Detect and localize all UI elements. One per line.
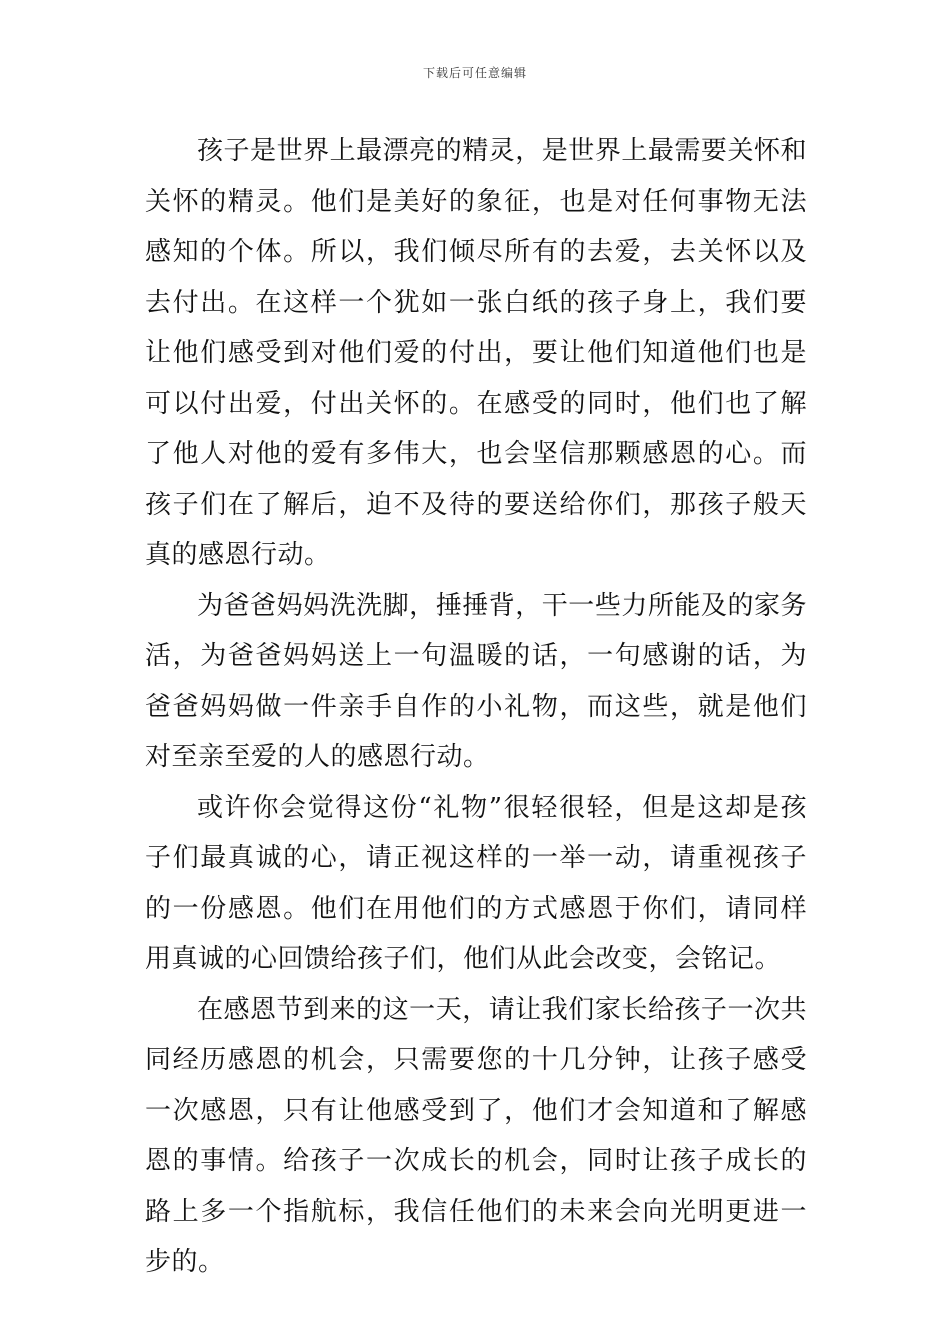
paragraph-1: 孩子是世界上最漂亮的精灵，是世界上最需要关怀和关怀的精灵。他们是美好的象征，也是对任何事物无法感知的个体。所以，我们倾尽所有的去爱，去关怀以及去付出。在这样一个犹如一张白纸的孩子身上，我们要让他们感受到对他们爱的付出，要让他们知道他们也是可以付出爱，付出关怀的。在感受的同时，他们也了解了他人对他的爱有多伟大，也会坚信那颗感恩的心。而孩子们在了解后，迫不及待的要送给你们，那孩子般天真的感恩行动。 <box>145 136 807 570</box>
document-body <box>145 126 807 1288</box>
paragraph-2: 为爸爸妈妈洗洗脚，捶捶背，干一些力所能及的家务活，为爸爸妈妈送上一句温暖的话，一句感谢的话，为爸爸妈妈做一件亲手自作的小礼物，而这些，就是他们对至亲至爱的人的感恩行动。 <box>145 590 807 772</box>
header-note: 下载后可任意编辑 <box>422 66 527 80</box>
paragraph-3: 或许你会觉得这份“礼物”很轻很轻，但是这却是孩子们最真诚的心，请正视这样的一举一动，请重视孩子的一份感恩。他们在用他们的方式感恩于你们，请同样用真诚的心回馈给孩子们，他们从此会改变，会铭记。 <box>145 792 807 974</box>
paragraph-4: 在感恩节到来的这一天，请让我们家长给孩子一次共同经历感恩的机会，只需要您的十几分钟，让孩子感受一次感恩，只有让他感受到了，他们才会知道和了解感恩的事情。给孩子一次成长的机会，同时让孩子成长的路上多一个指航标，我信任他们的未来会向光明更进一步的。 <box>145 994 807 1277</box>
